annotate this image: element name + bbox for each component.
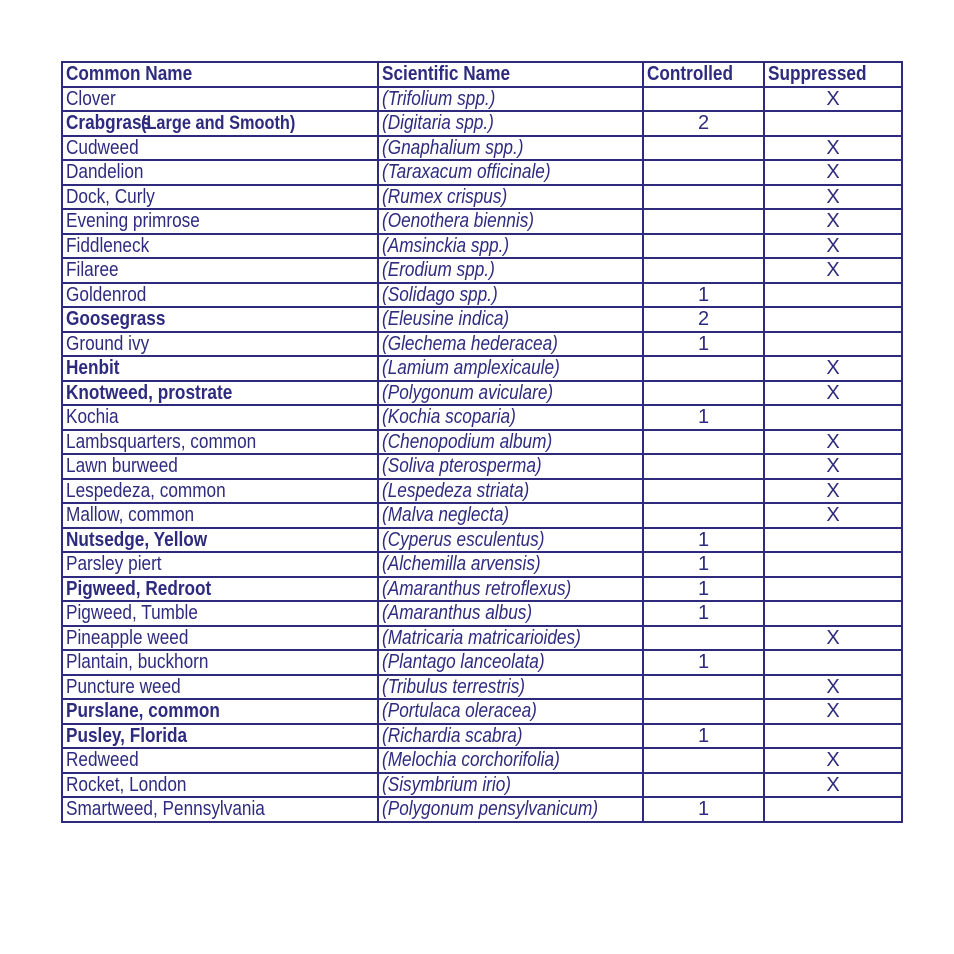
controlled-value: 1 bbox=[697, 528, 710, 551]
controlled-value: 1 bbox=[697, 283, 710, 306]
controlled-value: 1 bbox=[697, 602, 710, 625]
controlled-value: 1 bbox=[697, 798, 710, 821]
common-name-cell bbox=[62, 136, 378, 161]
scientific-name-cell bbox=[378, 258, 643, 283]
scientific-name-cell bbox=[378, 430, 643, 455]
common-name-cell bbox=[62, 356, 378, 381]
scientific-name: (Digitaria spp.) bbox=[382, 112, 494, 135]
suppressed-cell bbox=[764, 283, 902, 308]
controlled-cell bbox=[643, 552, 764, 577]
common-name: Ground ivy bbox=[66, 332, 150, 355]
suppressed-cell bbox=[764, 577, 902, 602]
suppressed-mark: X bbox=[826, 381, 840, 404]
header-common-name bbox=[62, 62, 378, 87]
scientific-name-cell bbox=[378, 503, 643, 528]
table-row bbox=[62, 234, 902, 259]
suppressed-mark: X bbox=[826, 749, 840, 772]
scientific-name-cell bbox=[378, 307, 643, 332]
scientific-name: (Amaranthus albus) bbox=[382, 602, 533, 625]
suppressed-cell bbox=[764, 454, 902, 479]
suppressed-cell bbox=[764, 503, 902, 528]
common-name: Rocket, London bbox=[66, 773, 187, 796]
suppressed-cell bbox=[764, 185, 902, 210]
scientific-name: (Polygonum aviculare) bbox=[382, 381, 554, 404]
controlled-cell bbox=[643, 528, 764, 553]
common-name-cell bbox=[62, 675, 378, 700]
header-suppressed bbox=[764, 62, 902, 87]
scientific-name-cell bbox=[378, 601, 643, 626]
common-name: Puncture weed bbox=[66, 675, 181, 698]
scientific-name: (Lespedeza striata) bbox=[382, 479, 530, 502]
common-name: Fiddleneck bbox=[66, 234, 150, 257]
common-name-cell bbox=[62, 87, 378, 112]
suppressed-cell bbox=[764, 724, 902, 749]
suppressed-cell bbox=[764, 650, 902, 675]
controlled-value: 1 bbox=[697, 577, 710, 600]
scientific-name: (Plantago lanceolata) bbox=[382, 651, 545, 674]
suppressed-cell bbox=[764, 626, 902, 651]
table-row bbox=[62, 503, 902, 528]
table-row bbox=[62, 552, 902, 577]
table-row bbox=[62, 528, 902, 553]
scientific-name-cell bbox=[378, 479, 643, 504]
scientific-name: (Taraxacum officinale) bbox=[382, 161, 551, 184]
scientific-name-cell bbox=[378, 283, 643, 308]
common-name-cell bbox=[62, 601, 378, 626]
header-controlled-label: Controlled bbox=[647, 63, 733, 86]
scientific-name-cell bbox=[378, 724, 643, 749]
suppressed-cell bbox=[764, 111, 902, 136]
scientific-name-cell bbox=[378, 87, 643, 112]
controlled-cell bbox=[643, 160, 764, 185]
common-name-cell bbox=[62, 577, 378, 602]
controlled-cell bbox=[643, 479, 764, 504]
common-name: Lawn burweed bbox=[66, 455, 178, 478]
scientific-name: (Sisymbrium irio) bbox=[382, 773, 511, 796]
table-row bbox=[62, 797, 902, 822]
controlled-cell bbox=[643, 577, 764, 602]
table-row bbox=[62, 185, 902, 210]
common-name-cell bbox=[62, 773, 378, 798]
common-name: Filaree bbox=[66, 259, 119, 282]
scientific-name-cell bbox=[378, 136, 643, 161]
suppressed-mark: X bbox=[826, 210, 840, 233]
scientific-name: (Matricaria matricarioides) bbox=[382, 626, 581, 649]
suppressed-cell bbox=[764, 160, 902, 185]
table-row bbox=[62, 381, 902, 406]
common-name: Parsley piert bbox=[66, 553, 162, 576]
suppressed-mark: X bbox=[826, 234, 840, 257]
controlled-cell bbox=[643, 454, 764, 479]
header-row bbox=[62, 62, 902, 87]
common-name: Knotweed, prostrate bbox=[66, 381, 233, 404]
controlled-cell bbox=[643, 626, 764, 651]
controlled-value: 1 bbox=[697, 332, 710, 355]
common-name-cell bbox=[62, 699, 378, 724]
scientific-name-cell bbox=[378, 797, 643, 822]
controlled-cell bbox=[643, 185, 764, 210]
weed-control-table bbox=[61, 61, 903, 823]
common-name-cell bbox=[62, 748, 378, 773]
table-row bbox=[62, 430, 902, 455]
scientific-name: (Rumex crispus) bbox=[382, 185, 508, 208]
common-name-cell bbox=[62, 209, 378, 234]
common-name: Redweed bbox=[66, 749, 139, 772]
controlled-cell bbox=[643, 405, 764, 430]
scientific-name: (Eleusine indica) bbox=[382, 308, 510, 331]
suppressed-cell bbox=[764, 675, 902, 700]
common-name: Kochia bbox=[66, 406, 119, 429]
table-row bbox=[62, 111, 902, 136]
controlled-cell bbox=[643, 797, 764, 822]
common-name-cell bbox=[62, 258, 378, 283]
common-name: Purslane, common bbox=[66, 700, 220, 723]
suppressed-mark: X bbox=[826, 161, 840, 184]
common-name: Goldenrod bbox=[66, 283, 147, 306]
common-name-cell bbox=[62, 650, 378, 675]
common-name: Smartweed, Pennsylvania bbox=[66, 798, 265, 821]
scientific-name-cell bbox=[378, 528, 643, 553]
common-name-cell bbox=[62, 626, 378, 651]
table-row bbox=[62, 577, 902, 602]
suppressed-cell bbox=[764, 356, 902, 381]
scientific-name: (Polygonum pensylvanicum) bbox=[382, 798, 599, 821]
scientific-name-cell bbox=[378, 185, 643, 210]
suppressed-mark: X bbox=[826, 185, 840, 208]
suppressed-cell bbox=[764, 381, 902, 406]
common-name: Nutsedge, Yellow bbox=[66, 528, 208, 551]
suppressed-cell bbox=[764, 87, 902, 112]
header-common-name-label: Common Name bbox=[66, 63, 193, 86]
suppressed-mark: X bbox=[826, 136, 840, 159]
controlled-cell bbox=[643, 430, 764, 455]
suppressed-cell bbox=[764, 528, 902, 553]
common-name-cell bbox=[62, 283, 378, 308]
suppressed-cell bbox=[764, 430, 902, 455]
suppressed-mark: X bbox=[826, 773, 840, 796]
suppressed-cell bbox=[764, 209, 902, 234]
controlled-value: 2 bbox=[697, 112, 710, 135]
table-row bbox=[62, 724, 902, 749]
controlled-cell bbox=[643, 283, 764, 308]
scientific-name: (Solidago spp.) bbox=[382, 283, 498, 306]
table-row bbox=[62, 773, 902, 798]
table-row bbox=[62, 356, 902, 381]
header-scientific-name-label: Scientific Name bbox=[382, 63, 511, 86]
scientific-name-cell bbox=[378, 699, 643, 724]
common-name-cell bbox=[62, 381, 378, 406]
controlled-value: 1 bbox=[697, 724, 710, 747]
suppressed-cell bbox=[764, 699, 902, 724]
table-row bbox=[62, 87, 902, 112]
table-row bbox=[62, 332, 902, 357]
controlled-value: 1 bbox=[697, 406, 710, 429]
common-name: Clover bbox=[66, 87, 116, 110]
controlled-value: 2 bbox=[697, 308, 710, 331]
common-name: Plantain, buckhorn bbox=[66, 651, 209, 674]
controlled-cell bbox=[643, 332, 764, 357]
header-scientific-name bbox=[378, 62, 643, 87]
common-name-cell bbox=[62, 185, 378, 210]
common-name: Lambsquarters, common bbox=[66, 430, 257, 453]
scientific-name-cell bbox=[378, 650, 643, 675]
common-name-cell bbox=[62, 430, 378, 455]
suppressed-cell bbox=[764, 258, 902, 283]
suppressed-mark: X bbox=[826, 455, 840, 478]
table-row bbox=[62, 209, 902, 234]
table-row bbox=[62, 675, 902, 700]
table-row bbox=[62, 626, 902, 651]
common-name: Mallow, common bbox=[66, 504, 195, 527]
common-name: Cudweed bbox=[66, 136, 139, 159]
scientific-name-cell bbox=[378, 748, 643, 773]
controlled-cell bbox=[643, 258, 764, 283]
table-row bbox=[62, 405, 902, 430]
scientific-name: (Malva neglecta) bbox=[382, 504, 510, 527]
scientific-name: (Tribulus terrestris) bbox=[382, 675, 526, 698]
controlled-cell bbox=[643, 307, 764, 332]
scientific-name-cell bbox=[378, 405, 643, 430]
controlled-value: 1 bbox=[697, 651, 710, 674]
controlled-cell bbox=[643, 136, 764, 161]
scientific-name: (Soliva pterosperma) bbox=[382, 455, 542, 478]
controlled-cell bbox=[643, 699, 764, 724]
common-name-qualifier: (Large and Smooth) bbox=[140, 113, 295, 135]
header-controlled bbox=[643, 62, 764, 87]
common-name-cell bbox=[62, 724, 378, 749]
controlled-cell bbox=[643, 111, 764, 136]
suppressed-mark: X bbox=[826, 700, 840, 723]
scientific-name-cell bbox=[378, 356, 643, 381]
suppressed-cell bbox=[764, 234, 902, 259]
header-suppressed-label: Suppressed bbox=[768, 63, 867, 86]
scientific-name-cell bbox=[378, 454, 643, 479]
suppressed-cell bbox=[764, 479, 902, 504]
scientific-name: (Amsinckia spp.) bbox=[382, 234, 510, 257]
scientific-name-cell bbox=[378, 626, 643, 651]
suppressed-mark: X bbox=[826, 430, 840, 453]
table-row bbox=[62, 454, 902, 479]
common-name: Pigweed, Tumble bbox=[66, 602, 198, 625]
controlled-value: 1 bbox=[697, 553, 710, 576]
common-name: Pigweed, Redroot bbox=[66, 577, 212, 600]
common-name-cell bbox=[62, 405, 378, 430]
scientific-name: (Chenopodium album) bbox=[382, 430, 553, 453]
scientific-name: (Cyperus esculentus) bbox=[382, 528, 545, 551]
scientific-name: (Melochia corchorifolia) bbox=[382, 749, 560, 772]
scientific-name-cell bbox=[378, 332, 643, 357]
scientific-name: (Portulaca oleracea) bbox=[382, 700, 537, 723]
common-name: Evening primrose bbox=[66, 210, 200, 233]
suppressed-cell bbox=[764, 332, 902, 357]
common-name: Crabgrass bbox=[66, 112, 152, 135]
controlled-cell bbox=[643, 724, 764, 749]
common-name: Dandelion bbox=[66, 161, 144, 184]
common-name-cell bbox=[62, 503, 378, 528]
scientific-name-cell bbox=[378, 111, 643, 136]
common-name-cell bbox=[62, 160, 378, 185]
scientific-name-cell bbox=[378, 577, 643, 602]
controlled-cell bbox=[643, 675, 764, 700]
scientific-name: (Alchemilla arvensis) bbox=[382, 553, 541, 576]
table-row bbox=[62, 160, 902, 185]
common-name: Lespedeza, common bbox=[66, 479, 226, 502]
scientific-name-cell bbox=[378, 160, 643, 185]
table-row bbox=[62, 307, 902, 332]
scientific-name: (Erodium spp.) bbox=[382, 259, 495, 282]
table-row bbox=[62, 650, 902, 675]
scientific-name-cell bbox=[378, 381, 643, 406]
suppressed-cell bbox=[764, 307, 902, 332]
controlled-cell bbox=[643, 209, 764, 234]
common-name-cell bbox=[62, 528, 378, 553]
controlled-cell bbox=[643, 773, 764, 798]
suppressed-mark: X bbox=[826, 479, 840, 502]
suppressed-mark: X bbox=[826, 504, 840, 527]
suppressed-mark: X bbox=[826, 626, 840, 649]
common-name: Pineapple weed bbox=[66, 626, 189, 649]
scientific-name-cell bbox=[378, 209, 643, 234]
common-name-cell bbox=[62, 234, 378, 259]
scientific-name: (Lamium amplexicaule) bbox=[382, 357, 560, 380]
table-body bbox=[62, 62, 902, 822]
controlled-cell bbox=[643, 748, 764, 773]
suppressed-mark: X bbox=[826, 87, 840, 110]
controlled-cell bbox=[643, 650, 764, 675]
common-name-cell bbox=[62, 797, 378, 822]
controlled-cell bbox=[643, 381, 764, 406]
controlled-cell bbox=[643, 356, 764, 381]
controlled-cell bbox=[643, 234, 764, 259]
controlled-cell bbox=[643, 87, 764, 112]
suppressed-cell bbox=[764, 405, 902, 430]
table-row bbox=[62, 601, 902, 626]
table-row bbox=[62, 479, 902, 504]
table-row bbox=[62, 136, 902, 161]
controlled-cell bbox=[643, 601, 764, 626]
controlled-cell bbox=[643, 503, 764, 528]
scientific-name: (Glechema hederacea) bbox=[382, 332, 558, 355]
suppressed-cell bbox=[764, 552, 902, 577]
common-name-cell bbox=[62, 307, 378, 332]
table-row bbox=[62, 699, 902, 724]
scientific-name-cell bbox=[378, 552, 643, 577]
common-name: Pusley, Florida bbox=[66, 724, 188, 747]
suppressed-cell bbox=[764, 601, 902, 626]
suppressed-cell bbox=[764, 773, 902, 798]
table-row bbox=[62, 283, 902, 308]
common-name-cell bbox=[62, 111, 378, 136]
suppressed-mark: X bbox=[826, 357, 840, 380]
scientific-name: (Gnaphalium spp.) bbox=[382, 136, 524, 159]
suppressed-cell bbox=[764, 136, 902, 161]
suppressed-cell bbox=[764, 748, 902, 773]
scientific-name: (Oenothera biennis) bbox=[382, 210, 535, 233]
common-name: Henbit bbox=[66, 357, 120, 380]
common-name-cell bbox=[62, 479, 378, 504]
table-row bbox=[62, 258, 902, 283]
scientific-name-cell bbox=[378, 773, 643, 798]
scientific-name: (Kochia scoparia) bbox=[382, 406, 516, 429]
scientific-name-cell bbox=[378, 675, 643, 700]
table-row bbox=[62, 748, 902, 773]
common-name-cell bbox=[62, 332, 378, 357]
common-name: Dock, Curly bbox=[66, 185, 155, 208]
common-name-cell bbox=[62, 552, 378, 577]
scientific-name: (Trifolium spp.) bbox=[382, 87, 496, 110]
scientific-name: (Richardia scabra) bbox=[382, 724, 523, 747]
suppressed-mark: X bbox=[826, 675, 840, 698]
common-name-cell bbox=[62, 454, 378, 479]
scientific-name: (Amaranthus retroflexus) bbox=[382, 577, 572, 600]
common-name: Goosegrass bbox=[66, 308, 166, 331]
suppressed-mark: X bbox=[826, 259, 840, 282]
scientific-name-cell bbox=[378, 234, 643, 259]
suppressed-cell bbox=[764, 797, 902, 822]
